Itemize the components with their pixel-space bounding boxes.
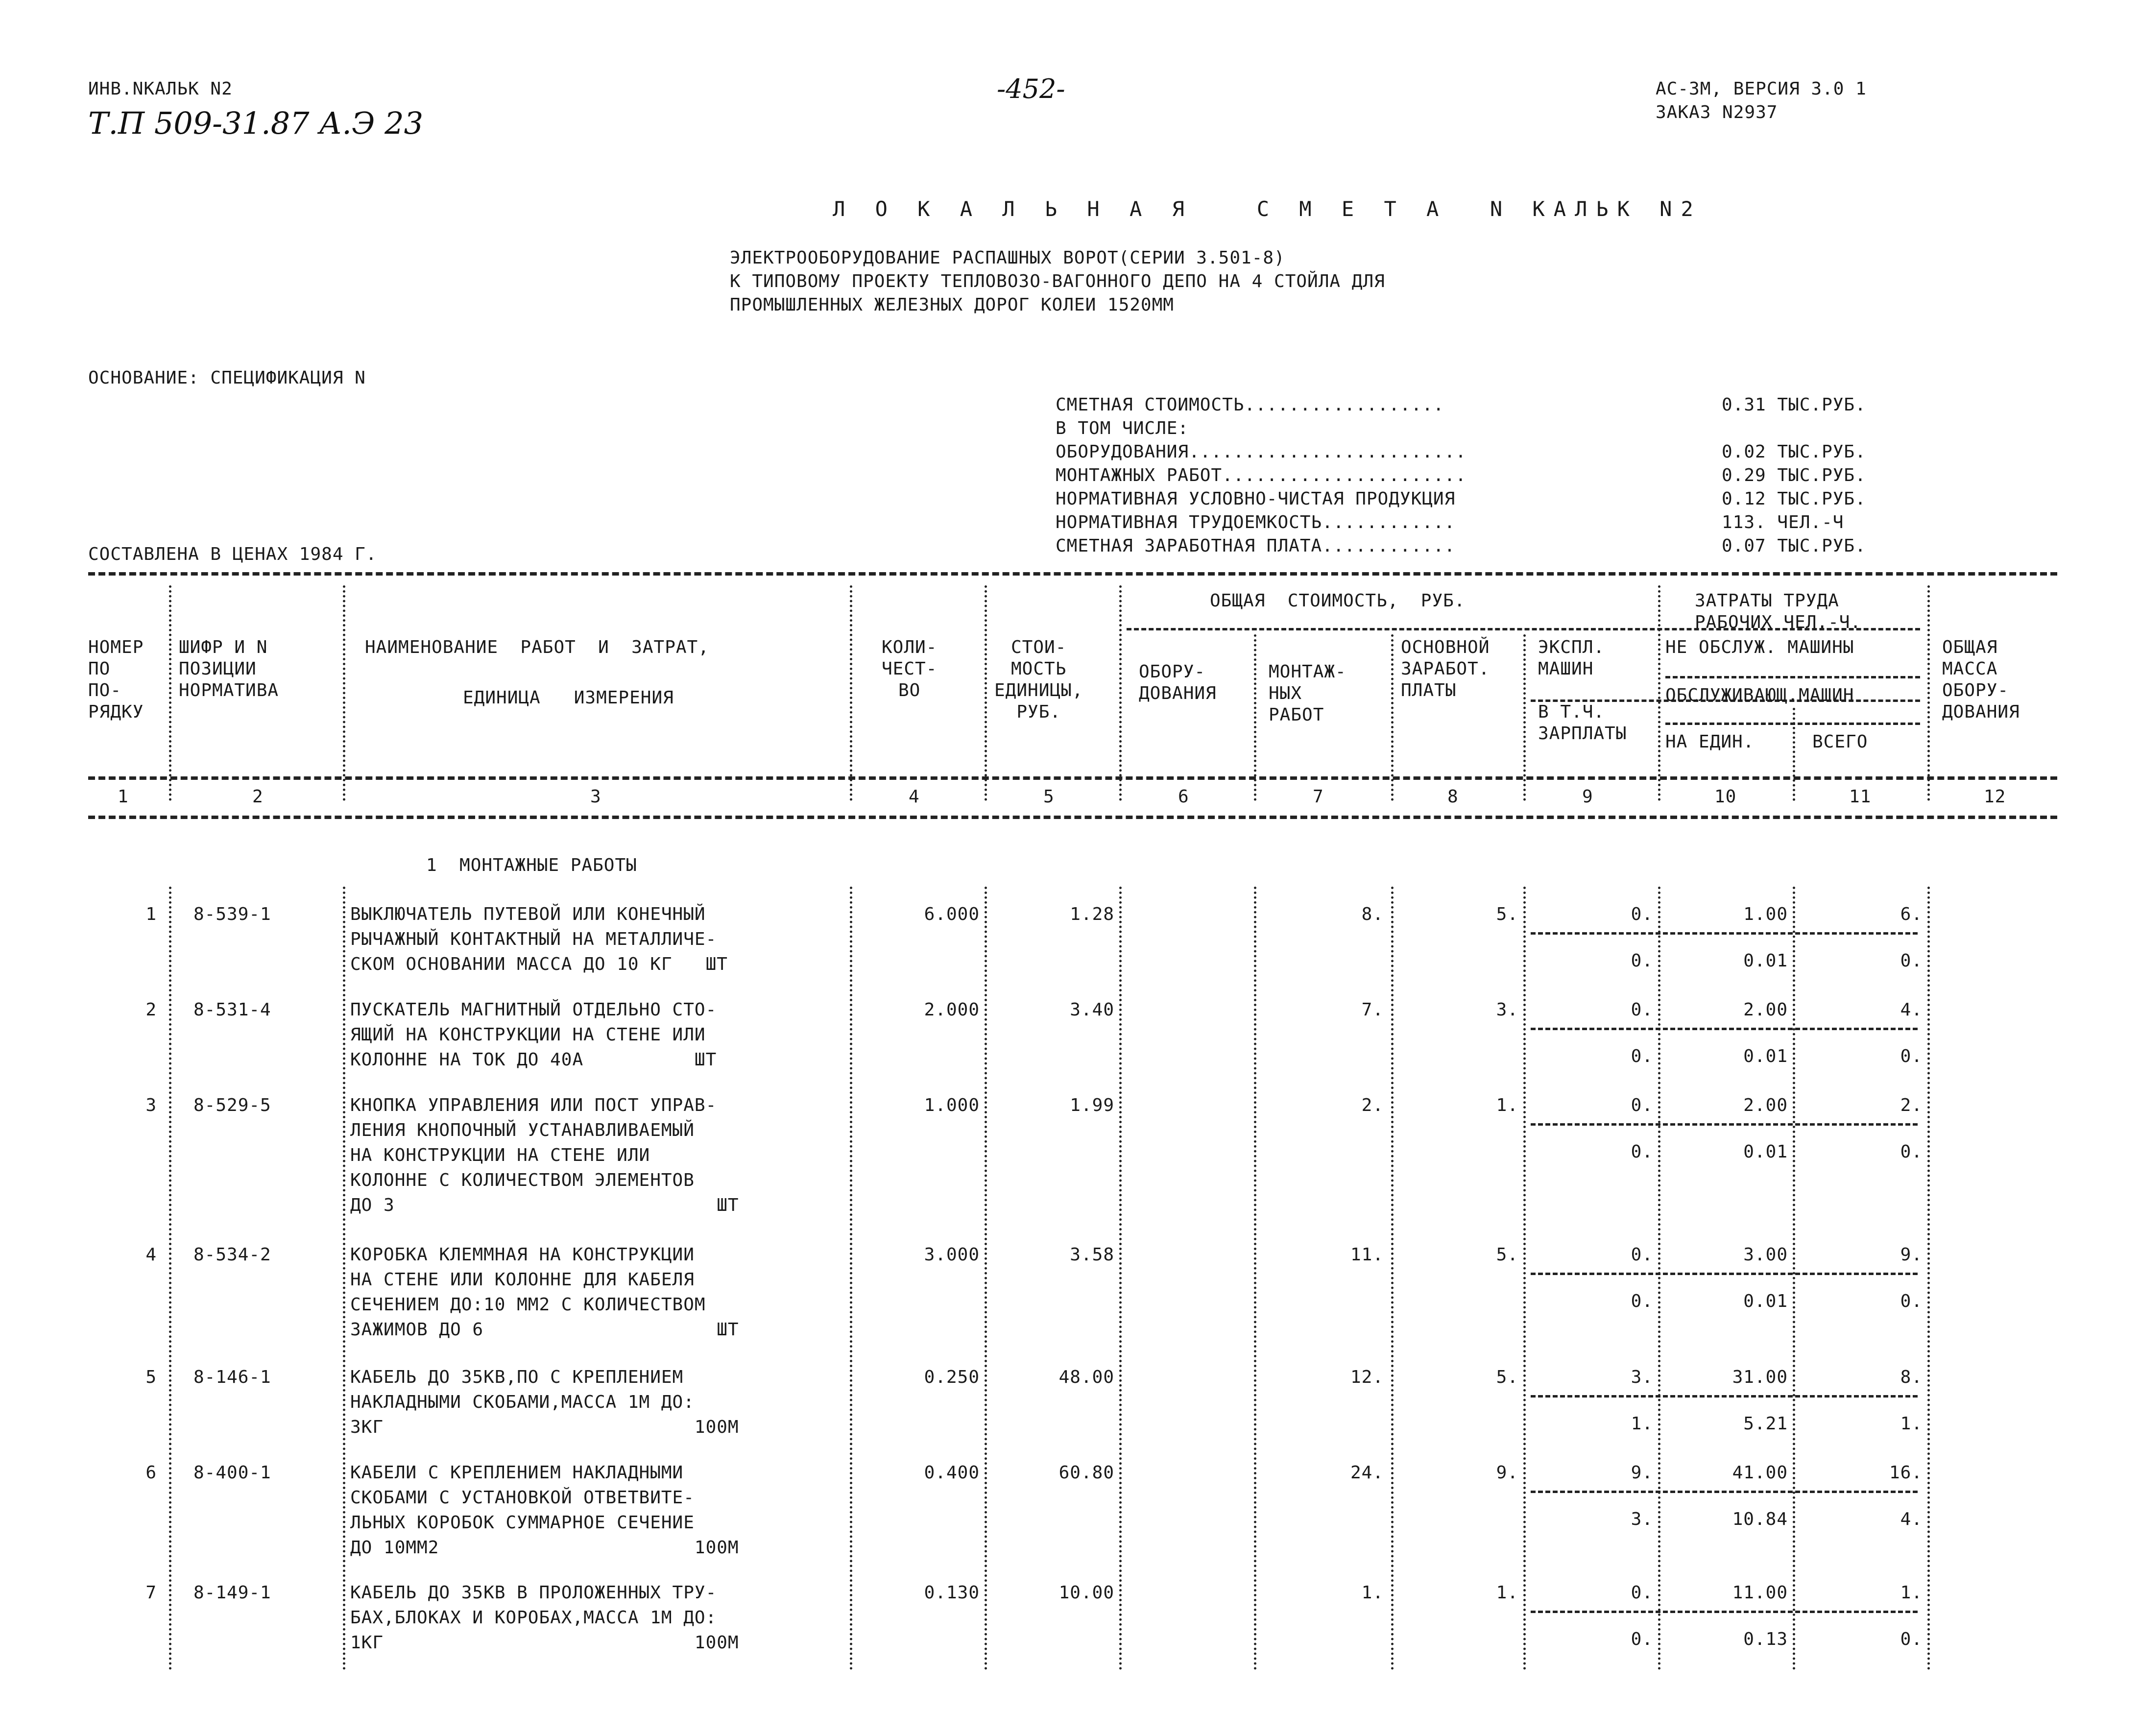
row-quantity: 0.400: [924, 1463, 980, 1483]
header-group-total: ОБЩАЯ СТОИМОСТЬ, РУБ.: [1210, 591, 1466, 611]
row-install: 1.: [1361, 1583, 1384, 1603]
row-wages: 5.: [1496, 1367, 1518, 1387]
row-install: 24.: [1350, 1463, 1384, 1483]
row-quantity: 3.000: [924, 1245, 980, 1265]
row-number: 5: [145, 1367, 157, 1387]
row-sub-rule: [1531, 1123, 1918, 1126]
col-separator: [1391, 634, 1394, 801]
row-wages: 5.: [1496, 904, 1518, 924]
summary-label: СМЕТНАЯ ЗАРАБОТНАЯ ПЛАТА............: [1056, 536, 1456, 556]
row-labor-total-machine: 0.: [1900, 1046, 1923, 1066]
row-machines-wage: 0.: [1631, 1046, 1653, 1066]
summary-label: В ТОМ ЧИСЛЕ:: [1056, 418, 1189, 438]
basis-label: ОСНОВАНИЕ: СПЕЦИФИКАЦИЯ N: [88, 368, 366, 388]
row-machines: 9.: [1631, 1463, 1653, 1483]
row-machines: 0.: [1631, 904, 1653, 924]
header-col-install: МОНТАЖ- НЫХ РАБОТ: [1269, 662, 1347, 725]
row-number: 2: [145, 1000, 157, 1020]
header-col-number: НОМЕР ПО ПО- РЯДКУ: [88, 637, 144, 722]
row-install: 8.: [1361, 904, 1384, 924]
col-separator: [1254, 634, 1256, 801]
row-code: 8-531-4: [193, 1000, 271, 1020]
header-col-mass: ОБЩАЯ МАССА ОБОРУ- ДОВАНИЯ: [1942, 637, 2020, 722]
header-bottom-rule: [88, 776, 2057, 780]
row-labor-unit-machine: 0.01: [1743, 1046, 1788, 1066]
document-title: Л О К А Л Ь Н А Я С М Е Т А N КАЛЬК N2: [833, 197, 1702, 221]
row-unit-price: 3.40: [1070, 1000, 1114, 1020]
col-number: 4: [909, 787, 920, 807]
col-number: 10: [1714, 787, 1737, 807]
row-name-line: 1КГ 100М: [350, 1633, 739, 1653]
row-name-line: ЛЬНЫХ КОРОБОК СУММАРНОЕ СЕЧЕНИЕ: [350, 1513, 695, 1533]
summary-label: НОРМАТИВНАЯ УСЛОВНО-ЧИСТАЯ ПРОДУКЦИЯ: [1056, 489, 1456, 509]
row-number: 6: [145, 1463, 157, 1483]
row-name-line: БАХ,БЛОКАХ И КОРОБАХ,МАССА 1М ДО:: [350, 1608, 717, 1628]
row-number: 1: [145, 904, 157, 924]
row-labor-unit: 31.00: [1732, 1367, 1788, 1387]
col-number: 6: [1178, 787, 1189, 807]
row-labor-total: 1.: [1900, 1583, 1923, 1603]
row-name-line: 3КГ 100М: [350, 1417, 739, 1437]
row-name-line: НАКЛАДНЫМИ СКОБАМИ,МАССА 1М ДО:: [350, 1392, 695, 1412]
header-col-unit-price: СТОИ- МОСТЬ ЕДИНИЦЫ, РУБ.: [994, 637, 1083, 722]
body-col-separator: [1793, 887, 1795, 1670]
col-number: 12: [1984, 787, 2006, 807]
row-machines: 3.: [1631, 1367, 1653, 1387]
row-quantity: 6.000: [924, 904, 980, 924]
header-col-machines: ЭКСПЛ. МАШИН В Т.Ч. ЗАРПЛАТЫ: [1538, 637, 1627, 744]
row-name-line: СКОМ ОСНОВАНИИ МАССА ДО 10 КГ ШТ: [350, 954, 728, 974]
row-unit-price: 60.80: [1058, 1463, 1114, 1483]
row-sub-rule: [1531, 1028, 1918, 1030]
row-wages: 5.: [1496, 1245, 1518, 1265]
header-col-labor-total: ВСЕГО: [1812, 732, 1868, 752]
body-col-separator: [1254, 887, 1256, 1670]
summary-value: 0.31 ТЫС.РУБ.: [1722, 395, 1866, 415]
col-number: 9: [1582, 787, 1593, 807]
row-number: 4: [145, 1245, 157, 1265]
row-labor-unit-machine: 10.84: [1732, 1509, 1788, 1529]
body-col-separator: [1658, 887, 1660, 1670]
body-col-separator: [1391, 887, 1394, 1670]
row-sub-rule: [1531, 1273, 1918, 1275]
row-labor-total-machine: 0.: [1900, 1142, 1923, 1162]
row-install: 7.: [1361, 1000, 1384, 1020]
row-wages: 1.: [1496, 1095, 1518, 1115]
col-number: 11: [1849, 787, 1872, 807]
col-number: 8: [1447, 787, 1459, 807]
summary-value: 0.29 ТЫС.РУБ.: [1722, 465, 1866, 485]
row-unit-price: 48.00: [1058, 1367, 1114, 1387]
row-labor-unit-machine: 0.01: [1743, 1291, 1788, 1311]
row-machines: 0.: [1631, 1245, 1653, 1265]
col-separator: [985, 585, 987, 801]
row-wages: 1.: [1496, 1583, 1518, 1603]
row-labor-unit: 3.00: [1743, 1245, 1788, 1265]
row-code: 8-534-2: [193, 1245, 271, 1265]
row-labor-unit: 1.00: [1743, 904, 1788, 924]
row-unit-price: 3.58: [1070, 1245, 1114, 1265]
row-code: 8-146-1: [193, 1367, 271, 1387]
col-separator: [1658, 585, 1660, 801]
row-name-line: КОЛОННЕ С КОЛИЧЕСТВОМ ЭЛЕМЕНТОВ: [350, 1170, 695, 1190]
inventory-label: ИНВ.NКАЛЬК N2: [88, 79, 233, 99]
header-col-name: НАИМЕНОВАНИЕ РАБОТ И ЗАТРАТ,: [365, 637, 709, 657]
row-name-line: КНОПКА УПРАВЛЕНИЯ ИЛИ ПОСТ УПРАВ-: [350, 1095, 717, 1115]
row-quantity: 0.250: [924, 1367, 980, 1387]
row-name-line: НА КОНСТРУКЦИИ НА СТЕНЕ ИЛИ: [350, 1145, 650, 1165]
row-name-line: РЫЧАЖНЫЙ КОНТАКТНЫЙ НА МЕТАЛЛИЧЕ-: [350, 929, 717, 949]
summary-value: 0.07 ТЫС.РУБ.: [1722, 536, 1866, 556]
body-col-separator: [850, 887, 852, 1670]
col-separator: [1927, 585, 1930, 801]
col-separator: [169, 585, 171, 801]
row-labor-total: 16.: [1889, 1463, 1923, 1483]
body-col-separator: [343, 887, 345, 1670]
row-labor-unit-machine: 0.13: [1743, 1629, 1788, 1649]
col-separator: [1793, 708, 1795, 801]
body-col-separator: [985, 887, 987, 1670]
row-labor-total: 9.: [1900, 1245, 1923, 1265]
row-name-line: ВЫКЛЮЧАТЕЛЬ ПУТЕВОЙ ИЛИ КОНЕЧНЫЙ: [350, 904, 706, 924]
row-name-line: КОРОБКА КЛЕММНАЯ НА КОНСТРУКЦИИ: [350, 1245, 695, 1265]
summary-value: 0.12 ТЫС.РУБ.: [1722, 489, 1866, 509]
header-col-unit: ЕДИНИЦА ИЗМЕРЕНИЯ: [463, 688, 674, 708]
header-group-labor: ЗАТРАТЫ ТРУДА РАБОЧИХ ЧЕЛ.-Ч.: [1695, 591, 1862, 632]
summary-value: 113. ЧЕЛ.-Ч: [1722, 512, 1844, 532]
row-wages: 9.: [1496, 1463, 1518, 1483]
col-separator: [343, 585, 345, 801]
header-sub-rule: [1665, 676, 1920, 678]
row-labor-unit: 2.00: [1743, 1000, 1788, 1020]
subtitle-line-2: К ТИПОВОМУ ПРОЕКТУ ТЕПЛОВОЗО-ВАГОННОГО ДЕПО НА 4 СТОЙЛА ДЛЯ: [730, 271, 1385, 291]
header-col-equipment: ОБОРУ- ДОВАНИЯ: [1139, 662, 1217, 703]
summary-label: ОБОРУДОВАНИЯ.........................: [1056, 442, 1467, 462]
summary-label: СМЕТНАЯ СТОИМОСТЬ..................: [1056, 395, 1444, 415]
row-quantity: 0.130: [924, 1583, 980, 1603]
row-labor-unit: 11.00: [1732, 1583, 1788, 1603]
row-labor-total-machine: 4.: [1900, 1509, 1923, 1529]
header-col-wages: ОСНОВНОЙ ЗАРАБОТ. ПЛАТЫ: [1401, 637, 1490, 700]
row-name-line: ЛЕНИЯ КНОПОЧНЫЙ УСТАНАВЛИВАЕМЫЙ: [350, 1120, 695, 1140]
row-name-line: СКОБАМИ С УСТАНОВКОЙ ОТВЕТВИТЕ-: [350, 1488, 695, 1508]
row-labor-total: 8.: [1900, 1367, 1923, 1387]
row-name-line: ДО 10ММ2 100М: [350, 1538, 739, 1558]
row-labor-total: 4.: [1900, 1000, 1923, 1020]
header-labor-sub1: НЕ ОБСЛУЖ. МАШИНЫ: [1665, 637, 1854, 657]
row-labor-total-machine: 0.: [1900, 1629, 1923, 1649]
row-name-line: ЯЩИЙ НА КОНСТРУКЦИИ НА СТЕНЕ ИЛИ: [350, 1025, 706, 1045]
row-labor-unit: 2.00: [1743, 1095, 1788, 1115]
row-machines-wage: 0.: [1631, 1291, 1653, 1311]
row-sub-rule: [1531, 1395, 1918, 1398]
row-name-line: ЗАЖИМОВ ДО 6 ШТ: [350, 1320, 739, 1340]
row-quantity: 1.000: [924, 1095, 980, 1115]
col-number: 3: [590, 787, 601, 807]
row-labor-total-machine: 1.: [1900, 1414, 1923, 1434]
row-machines: 0.: [1631, 1000, 1653, 1020]
row-install: 11.: [1350, 1245, 1384, 1265]
row-number: 3: [145, 1095, 157, 1115]
row-wages: 3.: [1496, 1000, 1518, 1020]
row-machines-wage: 0.: [1631, 1142, 1653, 1162]
row-name-line: СЕЧЕНИЕМ ДО:10 ММ2 С КОЛИЧЕСТВОМ: [350, 1295, 706, 1315]
body-col-separator: [169, 887, 171, 1670]
body-col-separator: [1927, 887, 1930, 1670]
row-sub-rule: [1531, 932, 1918, 935]
row-machines: 0.: [1631, 1583, 1653, 1603]
order-label: ЗАКАЗ N2937: [1656, 102, 1778, 122]
subtitle-line-1: ЭЛЕКТРООБОРУДОВАНИЕ РАСПАШНЫХ ВОРОТ(СЕРИИ 3.501-8): [730, 248, 1285, 268]
row-labor-unit-machine: 5.21: [1743, 1414, 1788, 1434]
handwritten-reference: Т.П 509-31.87 А.Э 23: [88, 105, 424, 141]
row-machines: 0.: [1631, 1095, 1653, 1115]
header-sub-rule: [1665, 723, 1920, 725]
row-name-line: КАБЕЛЬ ДО 35КВ,ПО С КРЕПЛЕНИЕМ: [350, 1367, 684, 1387]
row-sub-rule: [1531, 1491, 1918, 1493]
col-separator: [1119, 585, 1122, 801]
row-name-line: ПУСКАТЕЛЬ МАГНИТНЫЙ ОТДЕЛЬНО СТО-: [350, 1000, 717, 1020]
col-separator: [1523, 634, 1526, 801]
header-col-qty: КОЛИ- ЧЕСТ- ВО: [882, 637, 938, 700]
row-quantity: 2.000: [924, 1000, 980, 1020]
row-machines-wage: 3.: [1631, 1509, 1653, 1529]
row-unit-price: 1.28: [1070, 904, 1114, 924]
row-labor-total-machine: 0.: [1900, 951, 1923, 971]
header-col-code: ШИФР И N ПОЗИЦИИ НОРМАТИВА: [179, 637, 279, 700]
version-label: АС-3М, ВЕРСИЯ 3.0 1: [1656, 79, 1867, 99]
row-labor-total: 2.: [1900, 1095, 1923, 1115]
summary-label: НОРМАТИВНАЯ ТРУДОЕМКОСТЬ............: [1056, 512, 1456, 532]
row-sub-rule: [1531, 1611, 1918, 1613]
row-install: 2.: [1361, 1095, 1384, 1115]
row-code: 8-529-5: [193, 1095, 271, 1115]
row-labor-unit-machine: 0.01: [1743, 951, 1788, 971]
row-code: 8-400-1: [193, 1463, 271, 1483]
row-name-line: КОЛОННЕ НА ТОК ДО 40А ШТ: [350, 1050, 717, 1070]
summary-label: МОНТАЖНЫХ РАБОТ......................: [1056, 465, 1467, 485]
row-number: 7: [145, 1583, 157, 1603]
row-labor-unit: 41.00: [1732, 1463, 1788, 1483]
row-labor-unit-machine: 0.01: [1743, 1142, 1788, 1162]
row-name-line: ДО 3 ШТ: [350, 1195, 739, 1215]
row-unit-price: 1.99: [1070, 1095, 1114, 1115]
header-col-labor-unit: НА ЕДИН.: [1665, 732, 1755, 752]
row-name-line: КАБЕЛЬ ДО 35КВ В ПРОЛОЖЕННЫХ ТРУ-: [350, 1583, 717, 1603]
row-name-line: НА СТЕНЕ ИЛИ КОЛОННЕ ДЛЯ КАБЕЛЯ: [350, 1270, 695, 1290]
row-machines-wage: 0.: [1631, 951, 1653, 971]
col-separator: [850, 585, 852, 801]
subtitle-line-3: ПРОМЫШЛЕННЫХ ЖЕЛЕЗНЫХ ДОРОГ КОЛЕИ 1520ММ: [730, 295, 1174, 315]
body-col-separator: [1523, 887, 1526, 1670]
header-labor-sub2: ОБСЛУЖИВАЮЩ.МАШИН: [1665, 685, 1854, 705]
numbers-bottom-rule: [88, 816, 2057, 819]
row-name-line: КАБЕЛИ С КРЕПЛЕНИЕМ НАКЛАДНЫМИ: [350, 1463, 684, 1483]
row-code: 8-149-1: [193, 1583, 271, 1603]
col-number: 7: [1313, 787, 1324, 807]
row-labor-total-machine: 0.: [1900, 1291, 1923, 1311]
row-machines-wage: 0.: [1631, 1629, 1653, 1649]
table-top-rule: [88, 572, 2057, 576]
prices-note: СОСТАВЛЕНА В ЦЕНАХ 1984 Г.: [88, 544, 377, 564]
section-title: 1 МОНТАЖНЫЕ РАБОТЫ: [426, 855, 637, 875]
col-number: 2: [252, 787, 264, 807]
page-number: -452-: [997, 73, 1065, 104]
col-number: 1: [118, 787, 129, 807]
summary-value: 0.02 ТЫС.РУБ.: [1722, 442, 1866, 462]
row-machines-wage: 1.: [1631, 1414, 1653, 1434]
row-unit-price: 10.00: [1058, 1583, 1114, 1603]
col-number: 5: [1043, 787, 1055, 807]
row-code: 8-539-1: [193, 904, 271, 924]
body-col-separator: [1119, 887, 1122, 1670]
row-install: 12.: [1350, 1367, 1384, 1387]
row-labor-total: 6.: [1900, 904, 1923, 924]
